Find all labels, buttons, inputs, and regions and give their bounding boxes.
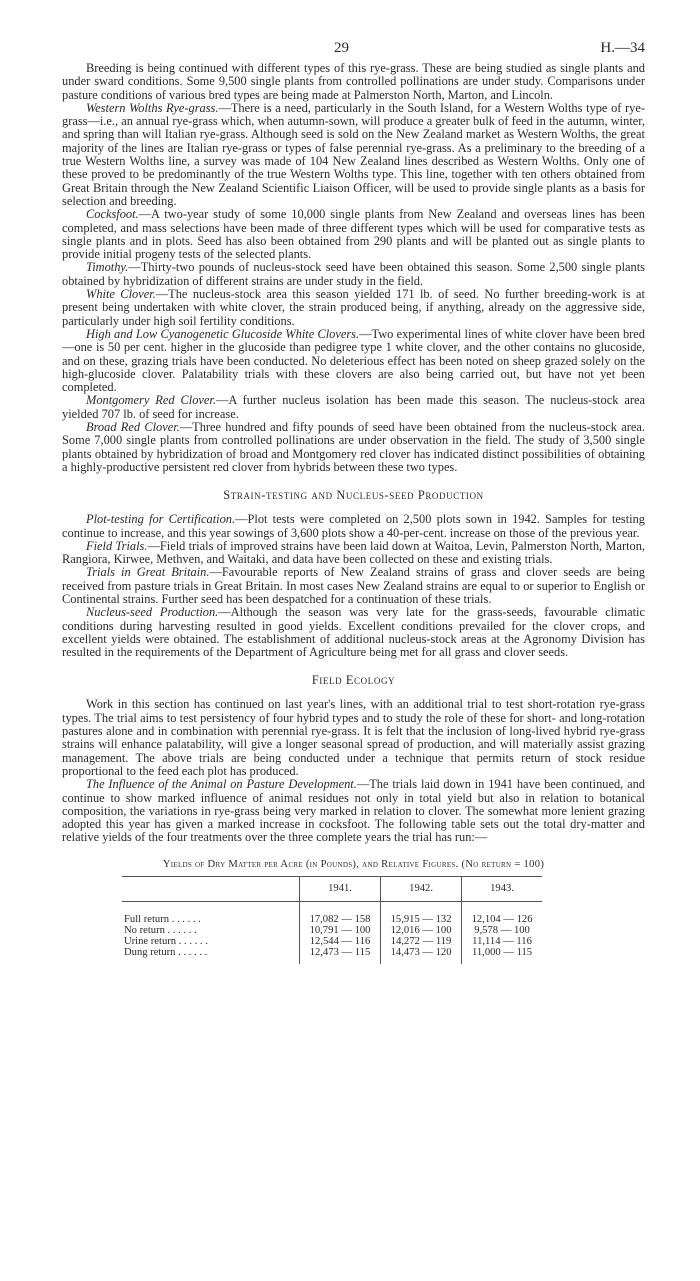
table-row: [122, 925, 542, 936]
paragraph-breeding-intro: Breeding is being continued with different types of this rye-grass. These are being studied as single plants and under sward conditions. Some 9,500 single plants from controlled pollinations are under study. Comparisons under pasture conditions of various bred types are being made at Palmerston North, Marton, and Lincoln.: [62, 61, 645, 102]
cell-1942: 12,016 — 100: [381, 925, 462, 936]
table-header-blank: [122, 876, 300, 901]
paragraph-plot-testing: Plot-testing for Certification.—Plot tests were completed on 2,500 plots sown in 1942. Samples for testing continue to increase, and this year sowings of 3,600 plots show a 40-per-cent. increase on those of the previous year.: [62, 512, 645, 540]
paragraph-field-ecology: Work in this section has continued on last year's lines, with an additional trial to test short-rotation rye-grass types. The trial aims to test persistency of four hybrid types and to study the role of these for short- and long-rotation pastures alone and in combination with perennial rye-grass. It is felt that the inclusion of long-lived hybrid rye-grass strains will enhance palatability, will give a longer seasonal spread of production, and will materially assist grazing management. The above trials are being conducted under a technique that permits return of stock residue proportional to the feed each plot has produced.: [62, 697, 645, 778]
cell-1943: 9,578 — 100: [462, 925, 542, 936]
paragraph-broad-red-clover: Broad Red Clover.—Three hundred and fifty pounds of seed have been obtained from the nucleus-stock area. Some 7,000 single plants from controlled pollinations are under observation in the field. The study of 3,500 single plants obtained by hybridization of broad and Montgomery red clover has indicated distinct possibilities of obtaining a highly-productive persistent red clover from hybrids between these two types.: [62, 420, 645, 474]
cell-1941: 12,473 — 115: [300, 947, 381, 964]
heading-broad-red-clover: Broad Red Clover.: [86, 420, 180, 435]
row-label: Urine return . . . . . .: [124, 935, 208, 947]
heading-montgomery-red-clover: Montgomery Red Clover.: [86, 393, 216, 408]
row-label: No return . . . . . .: [124, 924, 197, 936]
paragraph-western-wolths: Western Wolths Rye-grass.—There is a need, particularly in the South Island, for a Western Wolths type of rye-grass—i.e., an annual rye-grass which, when autumn-sown, will produce a greater bulk of feed in the autumn, winter, and spring than will Italian rye-grass. Although seed is sold on the New Zealand market as Western Wolths, the great majority of the lines are Italian rye-grass or types of false perennial rye-grass. As a preliminary to the breeding of a true Western Wolths line, a survey was made of 104 New Zealand lines described as Western Wolths. Only one of these proved to be predominantly of the true Western Wolths type. This line, together with ten others obtained from Great Britain through the New Zealand Scientific Liaison Officer, will be used to provide single plants as a basis for selection and breeding.: [62, 100, 645, 208]
document-page: [62, 40, 645, 964]
paragraph-cocksfoot: Cocksfoot.—A two-year study of some 10,000 single plants from New Zealand and overseas lines has been completed, and mass selections have been made of three different types which will be used for comparative tests as single plants and in plots. Seed has also been obtained from 290 plants and will be planted out as single plants to provide initial progeny tests of the selected plants.: [62, 207, 645, 262]
heading-western-wolths: Western Wolths Rye-grass.: [86, 100, 219, 115]
heading-trials-great-britain: Trials in Great Britain.: [86, 565, 210, 580]
heading-nucleus-seed: Nucleus-seed Production.: [86, 605, 219, 620]
heading-cyanogenetic-clovers: High and Low Cyanogenetic Glucoside White Clovers.: [86, 326, 360, 341]
paragraph-trials-great-britain: Trials in Great Britain.—Favourable reports of New Zealand strains of grass and clover seeds are being received from pasture trials in Great Britain. In most cases New Zealand strains are equal to or superior to English or Continental strains. Further seed has been despatched for a continuation of these trials.: [62, 565, 645, 606]
heading-plot-testing: Plot-testing for Certification.: [86, 512, 236, 527]
cell-1943: 12,104 — 126: [462, 901, 542, 925]
yields-table: [122, 876, 542, 964]
page-number: 29: [334, 40, 349, 56]
heading-animal-influence: The Influence of the Animal on Pasture Development.: [86, 777, 357, 792]
paragraph-white-clover: White Clover.—The nucleus-stock area this season yielded 171 lb. of seed. No further breeding-work is at present being undertaken with white clover, the strain produced being, if anything, already on the aggressive side, particularly under high soil fertility conditions.: [62, 287, 645, 328]
heading-cocksfoot: Cocksfoot.: [86, 207, 139, 222]
cell-1942: 15,915 — 132: [381, 901, 462, 925]
table-row: [122, 936, 542, 947]
column-header-1941: 1941.: [300, 876, 381, 901]
paragraph-nucleus-seed: Nucleus-seed Production.—Although the season was very late for the grass-seeds, favourable climatic conditions during harvesting resulted in good yields. Excellent conditions prevailed for the clover crops, and excellent yields were obtained. The establishment of additional nucleus-stock areas at the Agronomy Division has resulted in the requirements of the Department of Agriculture being met for all grass and clover seeds.: [62, 605, 645, 660]
paragraph-cyanogenetic-clovers: High and Low Cyanogenetic Glucoside White Clovers.—Two experimental lines of white clover have been bred—one is 50 per cent. higher in the glucoside than pedigree type 1 white clover, and the other contains no glucoside, and on these, grazing trials have been conducted. No deleterious effect has been noted on sheep grazed solely on the high-glucoside clover. Palatability trials with these clovers are also being carried out, but have not yet been completed.: [62, 326, 645, 395]
column-header-1943: 1943.: [462, 876, 542, 901]
document-reference: H.—34: [600, 40, 645, 56]
cell-1941: 12,544 — 116: [300, 936, 381, 947]
page-header: [62, 40, 645, 62]
column-header-1942: 1942.: [381, 876, 462, 901]
heading-timothy: Timothy.: [86, 260, 129, 275]
table-header-row: [122, 876, 542, 901]
cell-1941: 17,082 — 158: [300, 901, 381, 925]
heading-field-trials: Field Trials.: [86, 538, 148, 553]
section-heading-field-ecology: Field Ecology: [311, 673, 396, 688]
section-heading-strain-testing: Strain-testing and Nucleus-seed Production: [223, 488, 484, 503]
cell-1942: 14,272 — 119: [381, 936, 462, 947]
row-label: Full return . . . . . .: [124, 913, 201, 925]
cell-1942: 14,473 — 120: [381, 947, 462, 964]
cell-1943: 11,000 — 115: [462, 947, 542, 964]
row-label: Dung return . . . . . .: [124, 946, 208, 958]
cell-1941: 10,791 — 100: [300, 925, 381, 936]
table-row: [122, 947, 542, 964]
paragraph-animal-influence: The Influence of the Animal on Pasture Development.—The trials laid down in 1941 have been continued, and continue to show marked influence of animal residues not only in total yield but also in relation to botanical composition, the variations in rye-grass being very marked in relation to clover. The somewhat more lenient grazing adopted this year has given a marked increase in cocksfoot. The following table sets out the total dry-matter and relative yields of the four treatments over the three complete years the trial has run:—: [62, 777, 645, 845]
cell-1943: 11,114 — 116: [462, 936, 542, 947]
paragraph-timothy: Timothy.—Thirty-two pounds of nucleus-stock seed have been obtained this season. Some 2,500 single plants obtained by hybridization of different strains are under study in the field.: [62, 260, 645, 288]
table-row: [122, 901, 542, 925]
paragraph-montgomery-red-clover: Montgomery Red Clover.—A further nucleus isolation has been made this season. The nucleus-stock area yielded 707 lb. of seed for increase.: [62, 393, 645, 421]
heading-white-clover: White Clover.: [86, 287, 156, 302]
table-caption: Yields of Dry Matter per Acre (in Pounds), and Relative Figures. (No return = 100): [162, 858, 545, 870]
paragraph-field-trials: Field Trials.—Field trials of improved strains have been laid down at Waitoa, Levin, Palmerston North, Marton, Rangiora, Kirwee, Methven, and Waitaki, and data have been collected on these and existing trials.: [62, 538, 646, 567]
